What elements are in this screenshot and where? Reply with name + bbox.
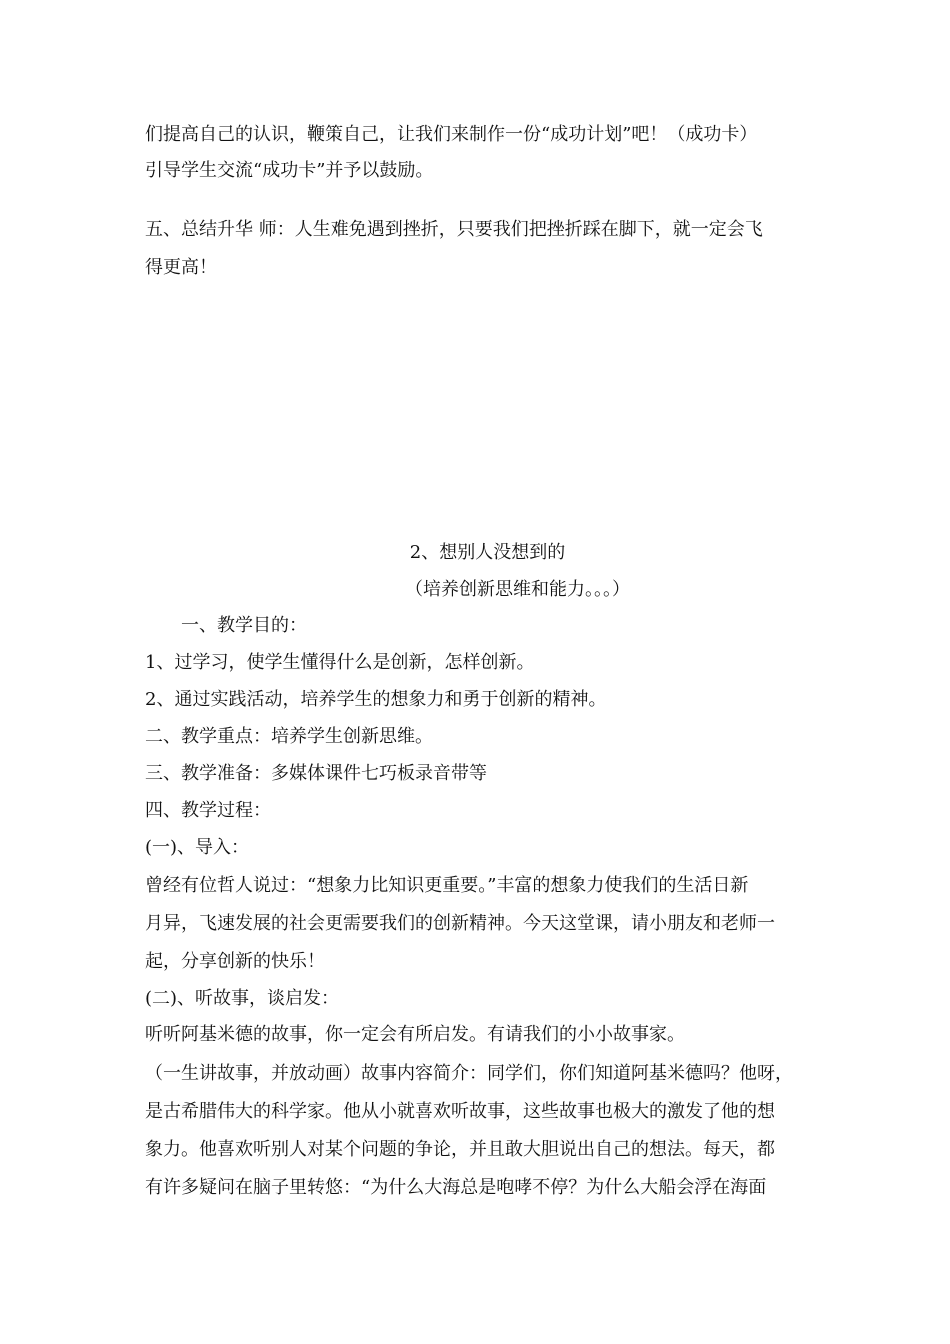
lesson-subtitle: （培养创新思维和能力。。。） — [405, 579, 630, 600]
text-line: （一生讲故事，并放动画）故事内容简介：同学们，你们知道阿基米德吗？他呀， — [145, 1063, 793, 1084]
text-line: 是古希腊伟大的科学家。他从小就喜欢听故事，这些故事也极大的激发了他的想 — [145, 1101, 775, 1122]
text-line: 起，分享创新的快乐！ — [145, 951, 325, 972]
text-line: 引导学生交流“成功卡”并予以鼓励。 — [145, 160, 434, 181]
text-line: 们提高自己的认识，鞭策自己，让我们来制作一份“成功计划”吧！（成功卡） — [145, 124, 758, 145]
subsection-heading: (一)、导入： — [145, 837, 250, 858]
lesson-title: 2、想别人没想到的 — [409, 542, 566, 563]
text-line: 1、过学习，使学生懂得什么是创新，怎样创新。 — [145, 652, 535, 673]
text-line: 曾经有位哲人说过：“想象力比知识更重要。”丰富的想象力使我们的生活日新 — [145, 875, 749, 896]
text-line: 有许多疑问在脑子里转悠：“为什么大海总是咆哮不停？为什么大船会浮在海面 — [145, 1177, 767, 1198]
text-line: 月异，飞速发展的社会更需要我们的创新精神。今天这堂课，请小朋友和老师一 — [145, 913, 775, 934]
section-heading: 一、教学目的： — [181, 615, 307, 636]
text-line: 五、总结升华 师：人生难免遇到挫折，只要我们把挫折踩在脚下，就一定会飞 — [145, 219, 763, 240]
section-heading: 二、教学重点：培养学生创新思维。 — [145, 726, 433, 747]
text-line: 象力。他喜欢听别人对某个问题的争论，并且敢大胆说出自己的想法。每天，都 — [145, 1139, 775, 1160]
text-line: 听听阿基米德的故事，你一定会有所启发。有请我们的小小故事家。 — [145, 1024, 685, 1045]
section-heading: 三、教学准备：多媒体课件七巧板录音带等 — [145, 763, 487, 784]
section-heading: 四、教学过程： — [145, 800, 271, 821]
text-line: 得更高！ — [145, 257, 217, 278]
text-line: 2、通过实践活动，培养学生的想象力和勇于创新的精神。 — [145, 689, 607, 710]
subsection-heading: (二)、听故事，谈启发： — [145, 988, 340, 1009]
